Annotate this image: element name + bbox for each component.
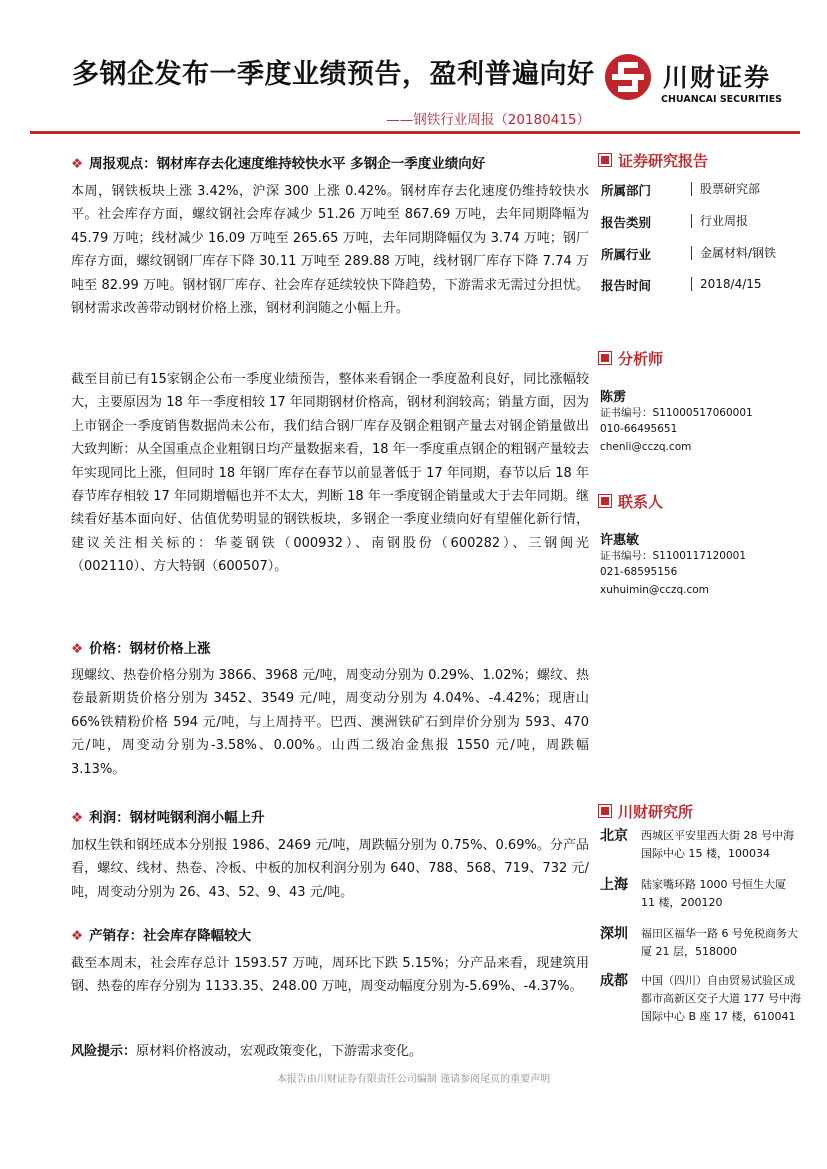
info-value-date: 2018/4/15 — [691, 277, 762, 291]
section-heading-profit: ❖ 利润：钢材吨钢利润小幅上升 — [71, 810, 265, 826]
square-bullet-icon — [598, 494, 612, 508]
office-city-shenzhen: 深圳 — [600, 926, 628, 942]
report-title: 多钢企发布一季度业绩预告，盈利普遍向好 — [72, 59, 595, 90]
risk-label: 风险提示： — [71, 1044, 137, 1059]
footer-disclaimer: 本报告由川财证券有限责任公司编制 谨请参阅尾页的重要声明 — [276, 1074, 551, 1085]
diamond-bullet-icon: ❖ — [71, 928, 84, 944]
inventory-paragraph: 截至本周末，社会库存总计 1593.57 万吨，周环比下跌 5.15%；分产品来看，现建筑用钢、热卷的库存分别为 1133.35、248.00 万吨，周变动幅度分别为-5.69%、-4.37%。 — [71, 956, 589, 995]
report-subtitle: ——钢铁行业周报（20180415） — [386, 112, 590, 128]
info-label-department: 所属部门 — [601, 183, 652, 198]
analyst-heading: 分析师 — [598, 348, 663, 369]
report-type-heading: 证券研究报告 — [598, 150, 708, 171]
section-heading-price: ❖ 价格：钢材价格上涨 — [71, 641, 211, 657]
office-city-chengdu: 成都 — [600, 973, 628, 989]
analyst-phone: 010-66495651 — [600, 423, 678, 435]
office-address-shanghai: 陆家嘴环路 1000 号恒生大厦 11 楼，200120 — [641, 878, 786, 909]
office-address-chengdu: 中国（四川）自由贸易试验区成都市高新区交子大道 177 号中海国际中心 B 座 17 楼，610041 — [641, 974, 801, 1023]
info-label-category: 报告类别 — [601, 215, 652, 230]
square-bullet-icon — [598, 153, 612, 167]
contact-name: 许惠敏 — [600, 533, 640, 548]
price-paragraph: 现螺纹、热卷价格分别为 3866、3968 元/吨，周变动分别为 0.29%、1.02%；螺纹、热卷最新期货价格分别为 3452、3549 元/吨，周变动分别为 4.04%、-4.42%；现唐山 66%铁精粉价格 594 元/吨，与上周持平。巴西、澳洲铁矿石到岸价分别为 593、470 元/吨，周变动分别为-3.58%、0.00%。山西二级冶金焦报 1550 元/吨，周跌幅 3.13%。 — [71, 668, 589, 777]
contact-phone: 021-68595156 — [600, 566, 678, 578]
institute-heading: 川财研究所 — [598, 801, 693, 822]
contact-heading: 联系人 — [598, 491, 663, 512]
office-city-shanghai: 上海 — [600, 877, 628, 893]
square-bullet-icon — [598, 351, 612, 365]
brand-name-en: CHUANCAI SECURITIES — [661, 94, 783, 105]
weekly-view-paragraph-2: 截至目前已有15家钢企公布一季度业绩预告，整体来看钢企一季度盈利良好，同比涨幅较大，主要原因为 18 年一季度相较 17 年同期钢材价格高，钢材利润较高；销量方面，因为上市钢企一季度销售数据尚未公布，我们结合钢厂库存及钢企粗钢产量去对钢企销量做出大致判断：从全国重点企业粗钢日均产量数据来看，18 年一季度重点钢企的粗钢产量较去年实现同比上涨，但同时 18 年钢厂库存在春节以前显著低于 17 年同期，春节以后 18 年春节库存相较 17 年同期增幅也并不太大，判断 18 年一季度钢企销量或大于去年同期。继续看好基本面向好、估值优势明显的钢铁板块，多钢企一季度业绩向好有望催化新行情，建议关注相关标的：华菱钢铁（000932）、南钢股份（600282）、三钢闽光（002110）、方大特钢（600507）。 — [71, 372, 589, 575]
info-value-industry: 金属材料/钢铁 — [691, 246, 776, 260]
info-value-category: 行业周报 — [691, 214, 748, 228]
brand-name-cn: 川财证券 — [663, 63, 772, 92]
contact-email: xuhuimin@cczq.com — [600, 584, 709, 596]
section-heading-weekly-view: ❖ 周报观点：钢材库存去化速度维持较快水平 多钢企一季度业绩向好 — [71, 156, 486, 172]
analyst-cert: 证书编号：S1100051706000​1 — [600, 407, 753, 419]
section-heading-inventory: ❖ 产销存：社会库存降幅较大 — [71, 928, 252, 944]
weekly-view-paragraph-1: 本周，钢铁板块上涨 3.42%，沪深 300 上涨 0.42%。钢材库存去化速度仍维持较快水平。社会库存方面，螺纹钢社会库存减少 51.26 万吨至 867.69 万吨，去年同期降幅为 45.79 万吨；线材减少 16.09 万吨至 265.65 万吨，去年同期降幅仅为 3.74 万吨；钢厂库存方面，螺纹钢钢厂库存下降 30.11 万吨至 289.88 万吨，线材钢厂库存下降 7.74 万吨至 82.99 万吨。钢材钢厂库存、社会库存延续较快下降趋势，下游需求无需过分担忧。钢材需求改善带动钢材价格上涨，钢材利润随之小幅上升。 — [71, 184, 589, 317]
profit-paragraph: 加权生铁和钢坯成本分别报 1986、2469 元/吨，周跌幅分别为 0.75%、0.69%。分产品看，螺纹、线材、热卷、冷板、中板的加权利润分别为 640、788、568、719、732 元/吨，周变动分别为 26、43、52、9、43 元/吨。 — [71, 838, 589, 900]
office-city-beijing: 北京 — [600, 828, 628, 844]
contact-cert: 证书编号：S1100117120001 — [600, 550, 747, 562]
diamond-bullet-icon: ❖ — [71, 156, 84, 172]
diamond-bullet-icon: ❖ — [71, 641, 84, 657]
diamond-bullet-icon: ❖ — [71, 810, 84, 826]
office-address-shenzhen: 福田区福华一路 6 号免税商务大厦 21 层，518000 — [641, 927, 798, 958]
info-value-department: 股票研究部 — [691, 182, 760, 196]
office-address-beijing: 西城区平安里西大街 28 号中海国际中心 15 楼，100034 — [641, 829, 794, 860]
risk-warning — [71, 1040, 589, 1063]
chuancai-logo-icon — [603, 52, 653, 102]
info-label-date: 报告时间 — [601, 278, 652, 293]
risk-text: 原材料价格波动，宏观政策变化，下游需求变化。 — [136, 1044, 423, 1059]
header-divider — [30, 131, 800, 134]
analyst-email: chenli@cczq.com — [600, 441, 692, 453]
analyst-name: 陈雳 — [600, 390, 627, 405]
info-label-industry: 所属行业 — [601, 247, 652, 262]
square-bullet-icon — [598, 804, 612, 818]
